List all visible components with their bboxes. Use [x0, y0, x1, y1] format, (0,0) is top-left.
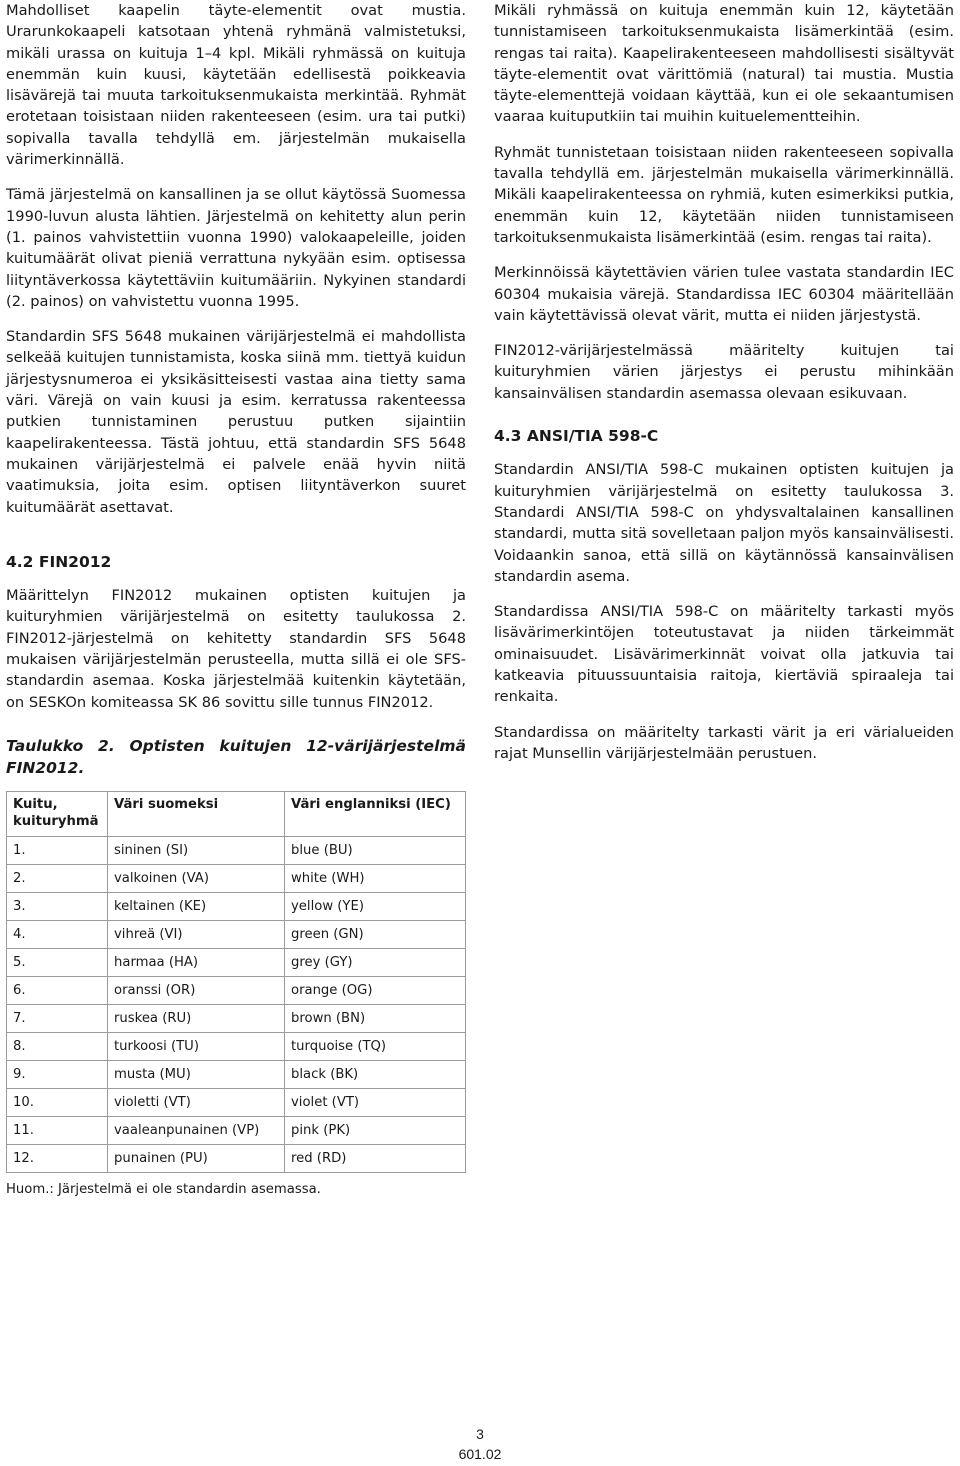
table-note: Huom.: Järjestelmä ei ole standardin asemassa.	[6, 1181, 321, 1197]
cell-fiber-number: 9.	[7, 1060, 108, 1088]
cell-color-fi: vaaleanpunainen (VP)	[108, 1116, 285, 1144]
cell-color-en: turquoise (TQ)	[285, 1032, 466, 1060]
paragraph: FIN2012-värijärjestelmässä määritelty kuitujen tai kuituryhmien värien järjestys ei perustu mihinkään kansainvälisen standardin asemassa olevaan esikuvaan.	[494, 342, 954, 402]
cell-color-en: red (RD)	[285, 1144, 466, 1172]
paragraph: Standardissa ANSI/TIA 598-C on määritelty tarkasti myös lisävärimerkintöjen toteutustavat ja niiden tärkeimmät ominaisuudet. Lisävärimerkinnät voivat olla jatkuvia tai katkeavia pituussuuntaisia raitoja, kiertäviä spiraaleja tai renkaita.	[494, 603, 954, 706]
cell-color-en: pink (PK)	[285, 1116, 466, 1144]
cell-color-en: yellow (YE)	[285, 892, 466, 920]
cell-color-en: white (WH)	[285, 864, 466, 892]
fiber-color-table	[6, 791, 466, 1173]
paragraph: Ryhmät tunnistetaan toisistaan niiden rakenteeseen sopivalla tavalla tehdyllä em. järjestelmän mukaisella värimerkinnällä. Mikäli kaapelirakenteessa on ryhmiä, kuten esimerkiksi putkia, enemmän kuin 12, käytetään niiden tunnistamiseen tarkoituksenmukaista lisämerkintää (esim. rengas tai raita).	[494, 143, 954, 246]
table-row	[7, 920, 466, 948]
cell-fiber-number: 4.	[7, 920, 108, 948]
cell-fiber-number: 10.	[7, 1088, 108, 1116]
table-row	[7, 892, 466, 920]
section-heading-4-2: 4.2 FIN2012	[6, 552, 112, 571]
paragraph: Määrittelyn FIN2012 mukainen optisten kuitujen ja kuituryhmien värijärjestelmä on esitetty taulukossa 2. FIN2012-järjestelmä on kehitetty standardin SFS 5648 mukaisen värijärjestelmän perusteella, mutta sillä ei ole SFS-standardin asemaa. Koska järjestelmää kuitenkin käytetään, on SESKOn komiteassa SK 86 sovittu sille tunnus FIN2012.	[6, 587, 466, 711]
table-header-row	[7, 791, 466, 836]
paragraph: Mikäli ryhmässä on kuituja enemmän kuin 12, käytetään tunnistamiseen tarkoituksenmukaista lisämerkintää (esim. rengas tai raita). Kaapelirakenteeseen mahdollisesti sisältyvät täyte-elementit ovat värittömiä (natural) tai mustia. Mustia täyte-elementtejä voidaan käyttää, kun ei ole sekaantumisen vaaraa kuituputkiin tai muihin kuituelementteihin.	[494, 2, 954, 126]
cell-color-fi: violetti (VT)	[108, 1088, 285, 1116]
table-row	[7, 864, 466, 892]
left-column	[6, 0, 466, 1200]
column-header-color-en: Väri englanniksi (IEC)	[285, 791, 466, 836]
cell-fiber-number: 7.	[7, 1004, 108, 1032]
cell-color-en: brown (BN)	[285, 1004, 466, 1032]
cell-fiber-number: 6.	[7, 976, 108, 1004]
paragraph: Mahdolliset kaapelin täyte-elementit ovat mustia. Urarunkokaapeli katsotaan yhtenä ryhmänä valmistetuksi, mikäli urassa on kuituja 1–4 kpl. Mikäli ryhmässä on kuituja enemmän kuin kuusi, käytetään edellisestä poikkeavia lisävärejä tai muuta tarkoituksenmukaista merkintää. Ryhmät erotetaan toisistaan niiden rakenteeseen (esim. ura tai putki) sopivalla tavalla tehdyllä em. järjestelmän mukaisella värimerkinnällä.	[6, 2, 466, 169]
cell-color-en: blue (BU)	[285, 836, 466, 864]
paragraph: Standardin SFS 5648 mukainen värijärjestelmä ei mahdollista selkeää kuitujen tunnistamista, koska siinä mm. tiettyä kuidun järjestysnumeroa ei yksikäsitteisesti vastaa aina tietty sama väri. Värejä on vain kuusi ja esim. kerratussa rakenteessa putkien tunnistaminen perustuu putken sijaintiin kaapelirakenteessa. Tästä johtuu, että standardin SFS 5648 mukainen värijärjestelmä ei palvele enää hyvin niitä vaatimuksia, joita esim. optisen liityntäverkon suuret kuitumäärät asettavat.	[6, 328, 466, 516]
cell-color-fi: ruskea (RU)	[108, 1004, 285, 1032]
cell-fiber-number: 12.	[7, 1144, 108, 1172]
section-heading-4-3: 4.3 ANSI/TIA 598-C	[494, 427, 659, 446]
cell-fiber-number: 2.	[7, 864, 108, 892]
right-column	[494, 0, 954, 778]
cell-fiber-number: 8.	[7, 1032, 108, 1060]
cell-fiber-number: 11.	[7, 1116, 108, 1144]
cell-color-en: grey (GY)	[285, 948, 466, 976]
cell-color-fi: harmaa (HA)	[108, 948, 285, 976]
table-row	[7, 1116, 466, 1144]
paragraph: Standardissa on määritelty tarkasti värit ja eri värialueiden rajat Munsellin värijärjestelmään perustuen.	[494, 723, 954, 762]
cell-color-en: green (GN)	[285, 920, 466, 948]
cell-color-en: orange (OG)	[285, 976, 466, 1004]
table-caption: Taulukko 2. Optisten kuitujen 12-värijärjestelmä FIN2012.	[6, 736, 466, 777]
cell-color-fi: punainen (PU)	[108, 1144, 285, 1172]
table-row	[7, 948, 466, 976]
paragraph: Standardin ANSI/TIA 598-C mukainen optisten kuitujen ja kuituryhmien värijärjestelmä on esitetty taulukossa 3. Standardi ANSI/TIA 598-C on yhdysvaltalainen kansallinen standardi, mutta sitä sovelletaan paljon myös kansainvälisesti. Voidaankin sanoa, että sillä on käytännössä kansainvälisen standardin asema.	[494, 461, 954, 585]
page-number: 3	[476, 1426, 484, 1442]
table-row	[7, 1144, 466, 1172]
table-row	[7, 1004, 466, 1032]
cell-fiber-number: 5.	[7, 948, 108, 976]
cell-color-fi: musta (MU)	[108, 1060, 285, 1088]
table-row	[7, 1032, 466, 1060]
cell-color-fi: sininen (SI)	[108, 836, 285, 864]
cell-color-fi: keltainen (KE)	[108, 892, 285, 920]
column-header-color-fi: Väri suomeksi	[108, 791, 285, 836]
cell-color-en: black (BK)	[285, 1060, 466, 1088]
column-header-fiber: Kuitu, kuituryhmä	[7, 791, 108, 836]
cell-color-fi: valkoinen (VA)	[108, 864, 285, 892]
paragraph: Merkinnöissä käytettävien värien tulee vastata standardin IEC 60304 mukaisia värejä. Standardissa IEC 60304 määritellään vain käytettävissä olevat värit, mutta ei niiden järjestystä.	[494, 264, 954, 324]
document-code: 601.02	[458, 1446, 502, 1462]
table-body	[7, 836, 466, 1172]
cell-color-fi: vihreä (VI)	[108, 920, 285, 948]
cell-fiber-number: 1.	[7, 836, 108, 864]
paragraph: Tämä järjestelmä on kansallinen ja se ollut käytössä Suomessa 1990-luvun alusta lähtien. Järjestelmä on kehitetty alun perin (1. painos vahvistettiin vuonna 1990) valokaapeleille, joiden kuitumäärät olivat pieniä verrattuna nykyään esim. optisessa liityntäverkossa käytettäviin kuitumääriin. Nykyinen standardi (2. painos) on vahvistettu vuonna 1995.	[6, 186, 466, 310]
cell-fiber-number: 3.	[7, 892, 108, 920]
cell-color-fi: turkoosi (TU)	[108, 1032, 285, 1060]
table-row	[7, 1060, 466, 1088]
cell-color-en: violet (VT)	[285, 1088, 466, 1116]
table-row	[7, 1088, 466, 1116]
table-row	[7, 976, 466, 1004]
table-row	[7, 836, 466, 864]
cell-color-fi: oranssi (OR)	[108, 976, 285, 1004]
